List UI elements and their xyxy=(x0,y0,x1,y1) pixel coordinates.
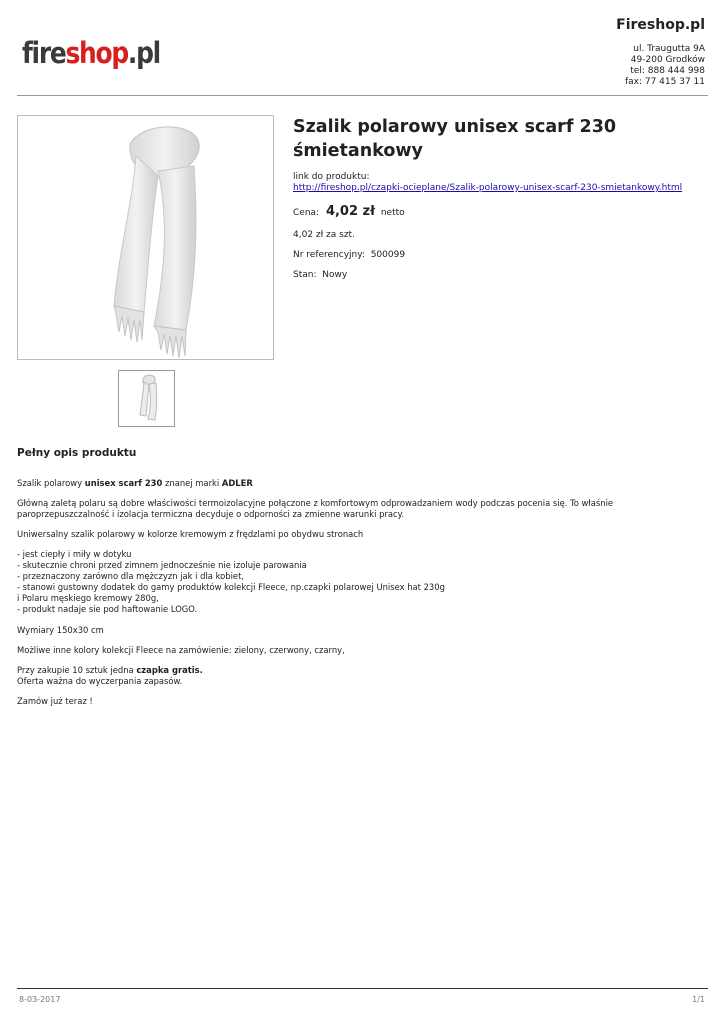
promo-text: Przy zakupie 10 sztuk jedna xyxy=(17,665,137,675)
feature-item: i Polaru męskiego kremowy 280g, xyxy=(17,593,159,603)
product-link[interactable]: http://fireshop.pl/czapki-ocieplane/Szalik-polarowy-unisex-scarf-230-smietankowy.html xyxy=(293,183,683,193)
feature-item: - produkt nadaje sie pod haftowanie LOGO. xyxy=(17,604,198,614)
price-suffix: netto xyxy=(380,208,405,218)
reference-value: 500099 xyxy=(370,250,406,260)
intro-model: unisex scarf 230 xyxy=(84,478,163,488)
address-street: ul. Traugutta 9A xyxy=(633,44,705,54)
logo-text-shop: shop xyxy=(65,36,128,70)
intro-brand: ADLER xyxy=(221,478,253,488)
feature-item: - stanowi gustowny dodatek do gamy produktów kolekcji Fleece, np.czapki polarowej Unisex hat 230g xyxy=(17,582,445,592)
description-fleece-benefits: Główną zaletą polaru są dobre właściwości termoizolacyjne połączone z komfortowym odprowadzaniem wody podczas pocenia się. To właśnie paroprzepuszczalność i izolacja termiczna decyduje o odporności za zmienne warunki pracy. xyxy=(17,498,614,519)
address-fax: fax: 77 415 37 11 xyxy=(624,77,705,87)
scarf-image xyxy=(18,116,273,359)
footer-page-number: 1/1 xyxy=(692,995,705,1004)
description-cta: Zamów już teraz ! xyxy=(17,696,93,706)
product-title: Szalik polarowy unisex scarf 230 śmietankowy xyxy=(293,117,617,161)
promo-validity: Oferta ważna do wyczerpania zapasów. xyxy=(17,676,183,686)
description-heading: Pełny opis produktu xyxy=(17,447,137,459)
description-promo xyxy=(17,665,707,687)
state-value: Nowy xyxy=(322,270,348,280)
product-thumbnail[interactable] xyxy=(118,370,175,427)
logo-text-fire: fire xyxy=(22,36,66,70)
product-description xyxy=(17,478,707,716)
address-city: 49-200 Grodków xyxy=(630,55,705,65)
company-name: Fireshop.pl xyxy=(616,17,705,33)
price-row xyxy=(293,204,405,219)
price-value: 4,02 zł xyxy=(325,204,375,219)
footer-date: 8-03-2017 xyxy=(19,995,61,1004)
state-label: Stan: xyxy=(293,270,317,280)
feature-item: - przeznaczony zarówno dla mężczyzn jak i dla kobiet, xyxy=(17,571,245,581)
address-phone: tel: 888 444 998 xyxy=(630,66,705,76)
header-divider xyxy=(17,95,708,96)
product-state xyxy=(293,270,347,280)
promo-highlight: czapka gratis. xyxy=(136,665,203,675)
company-address xyxy=(625,44,705,88)
feature-list xyxy=(17,549,707,615)
price-label: Cena: xyxy=(293,208,320,218)
unit-price: 4,02 zł za szt. xyxy=(293,230,355,240)
intro-text-2: znanej marki xyxy=(162,478,222,488)
product-link-label: link do produktu: xyxy=(293,172,370,182)
feature-item: - skutecznie chroni przed zimnem jednocześnie nie izoluje parowania xyxy=(17,560,307,570)
reference-label: Nr referencyjny: xyxy=(293,250,365,260)
description-dimensions: Wymiary 150x30 cm xyxy=(17,625,104,635)
footer-divider xyxy=(17,988,708,989)
logo-text-pl: .pl xyxy=(127,36,160,70)
scarf-thumbnail-image xyxy=(119,371,174,426)
fireshop-logo xyxy=(22,36,160,70)
feature-item: - jest ciepły i miły w dotyku xyxy=(17,549,132,559)
product-image xyxy=(17,115,274,360)
description-intro xyxy=(17,478,707,489)
intro-text: Szalik polarowy xyxy=(17,478,85,488)
description-colors: Możliwe inne kolory kolekcji Fleece na zamówienie: zielony, czerwony, czarny, xyxy=(17,645,345,655)
description-product-summary: Uniwersalny szalik polarowy w kolorze kremowym z frędzlami po obydwu stronach xyxy=(17,529,364,539)
reference-number xyxy=(293,250,405,260)
